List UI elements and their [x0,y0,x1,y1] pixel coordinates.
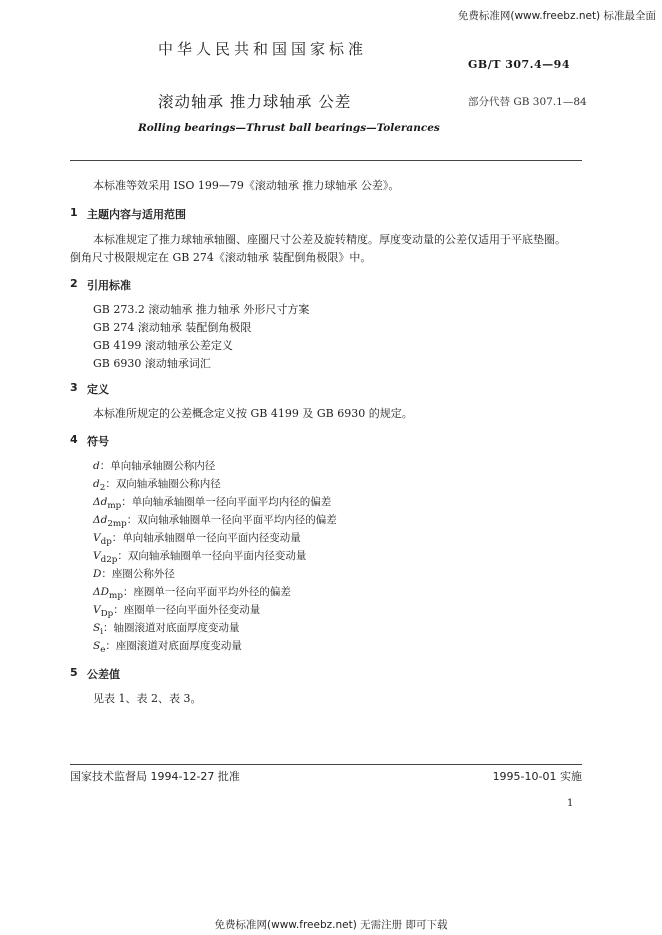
document-title-cn: 滚动轴承 推力球轴承 公差 [158,93,352,111]
national-standard-heading: 中华人民共和国国家标准 [158,40,368,58]
reference-item: GB 4199 滚动轴承公差定义 [93,339,233,352]
symbol-definition: d：单向轴承轴圈公称内径 [93,460,216,472]
section-title: 引用标准 [87,279,131,292]
symbol-definition: $V_{Dp}$：座圈单一径向平面外径变动量 [93,604,261,620]
section-number: 3 [70,381,78,394]
watermark-bottom: 免费标准网(www.freebz.net) 无需注册 即可下载 [214,919,448,931]
symbol-definition: $S_e$：座圈滚道对底面厚度变动量 [93,640,242,656]
symbol-definition: $\Delta D_{mp}$：座圈单一径向平面平均外径的偏差 [93,586,291,602]
watermark-top: 免费标准网(www.freebz.net) 标准最全面 [457,10,656,22]
symbol-definition: $V_{dp}$：单向轴承轴圈单一径向平面内径变动量 [93,532,301,548]
reference-item: GB 6930 滚动轴承词汇 [93,357,211,370]
header-divider [70,160,582,161]
section-number: 5 [70,666,78,679]
intro-paragraph: 本标准等效采用 ISO 199—79《滚动轴承 推力球轴承 公差》。 [93,179,400,192]
section-title: 主题内容与适用范围 [87,208,186,221]
replaces-note: 部分代替 GB 307.1—84 [468,96,587,108]
section-paragraph: 见表 1、表 2、表 3。 [93,692,202,705]
standard-code: GB/T 307.4—94 [468,58,570,71]
section-number: 1 [70,206,78,219]
reference-item: GB 274 滚动轴承 装配倒角极限 [93,321,252,334]
symbol-definition: $d_2$：双向轴承轴圈公称内径 [93,478,221,494]
document-title-en: Rolling bearings—Thrust ball bearings—Tolerances [138,122,440,134]
symbol-definition: D：座圈公称外径 [93,568,175,580]
symbol-definition: $S_i$：轴圈滚道对底面厚度变动量 [93,622,240,638]
issue-approval: 国家技术监督局 1994-12-27 批准 [70,770,240,783]
symbol-definition: $\Delta d_{mp}$：单向轴承轴圈单一径向平面平均内径的偏差 [93,496,332,512]
section-paragraph: 本标准所规定的公差概念定义按 GB 4199 及 GB 6930 的规定。 [93,407,413,420]
page-number: 1 [567,798,574,809]
section-title: 公差值 [87,668,120,681]
effective-date: 1995-10-01 实施 [492,770,582,783]
section-title: 定义 [87,383,109,396]
reference-item: GB 273.2 滚动轴承 推力轴承 外形尺寸方案 [93,303,310,316]
symbol-definition: $\Delta d_{2mp}$：双向轴承轴圈单一径向平面平均内径的偏差 [93,514,337,530]
footer-divider [70,764,582,765]
section-title: 符号 [87,435,109,448]
section-number: 4 [70,433,78,446]
section-paragraph: 本标准规定了推力球轴承轴圈、座圈尺寸公差及旋转精度。厚度变动量的公差仅适用于平底垫圈。 [93,233,566,246]
symbol-definition: $V_{d2p}$：双向轴承轴圈单一径向平面内径变动量 [93,550,307,566]
section-paragraph: 倒角尺寸极限规定在 GB 274《滚动轴承 装配倒角极限》中。 [70,251,372,264]
section-number: 2 [70,277,78,290]
